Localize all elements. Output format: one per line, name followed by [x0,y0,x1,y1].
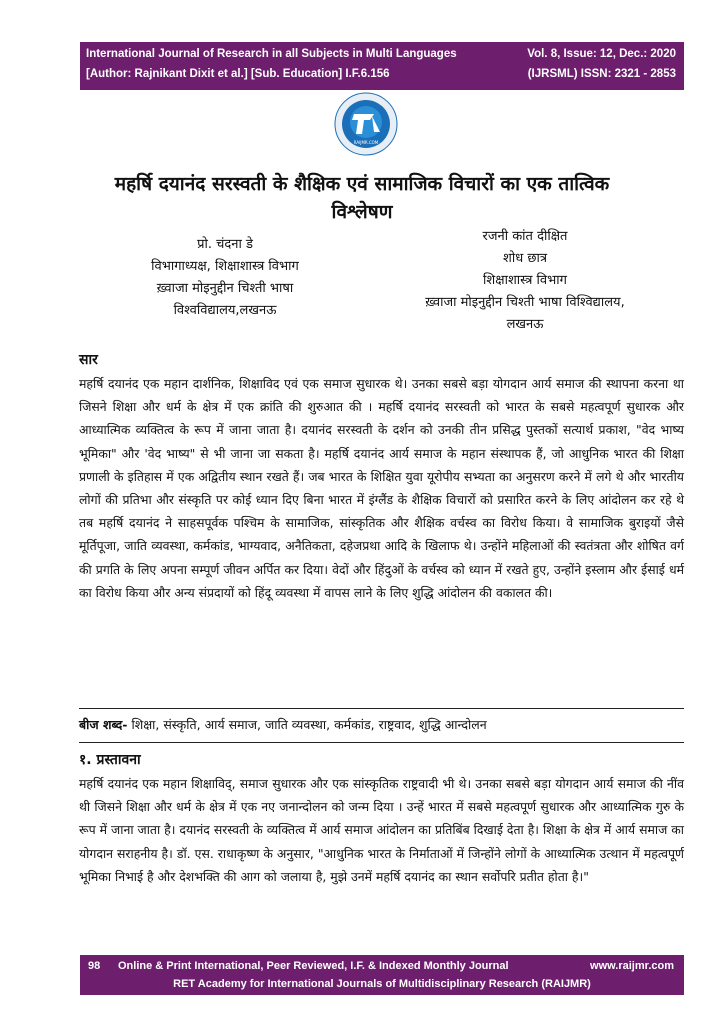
keywords-label: बीज शब्द- [79,717,128,732]
volume-info: Vol. 8, Issue: 12, Dec.: 2020 [527,48,676,60]
author-2-role: शोध छात्र [503,251,547,266]
author-2-affiliation: ख़्वाजा मोइनुद्दीन चिश्ती भाषा विश्विद्यालय, [425,295,625,310]
journal-footer-band [80,955,684,995]
author-1-affiliation-2: विश्वविद्यालय,लखनऊ [173,303,277,318]
author-1-name: प्रो. चंदना डे [197,237,253,252]
author-2-city: लखनऊ [506,317,544,332]
author-1-affiliation: ख़्वाजा मोइनुद्दीन चिश्ती भाषा [156,281,294,296]
divider [79,742,684,743]
keywords-text: शिक्षा, संस्कृति, आर्य समाज, जाति व्यवस्था, कर्मकांड, राष्ट्रवाद, शुद्धि आन्दोलन [127,717,487,732]
author-2-department: शिक्षाशास्त्र विभाग [483,273,567,288]
journal-url[interactable]: www.raijmr.com [590,960,674,972]
page-number: 98 [88,960,101,972]
author-1-role: विभागाध्यक्ष, शिक्षाशास्त्र विभाग [151,259,299,274]
journal-logo-icon [334,92,398,156]
footer-line-1: Online & Print International, Peer Reviewed, I.F. & Indexed Monthly Journal [118,960,509,972]
abstract-heading: सार [79,352,98,368]
journal-name: International Journal of Research in all Subjects in Multi Languages [86,48,457,60]
keywords [79,716,684,733]
author-line: [Author: Rajnikant Dixit et al.] [Sub. Education] I.F.6.156 [86,68,390,80]
author-1 [110,234,340,322]
issn-info: (IJRSML) ISSN: 2321 - 2853 [527,68,676,80]
author-2 [370,226,680,336]
divider [79,708,684,709]
footer-line-2: RET Academy for International Journals of Multidisciplinary Research (RAIJMR) [173,978,591,990]
logo-text: RAIJMR.COM [353,140,379,145]
author-2-name: रजनी कांत दीक्षित [482,229,568,244]
journal-header-band [80,42,684,90]
intro-heading: १. प्रस्तावना [79,752,141,768]
paper-title: महर्षि दयानंद सरस्वती के शैक्षिक एवं सामाजिक विचारों का एक तात्विक विश्लेषण [114,173,610,223]
abstract-text: महर्षि दयानंद एक महान दार्शनिक, शिक्षाविद एवं एक समाज सुधारक थे। उनका सबसे बड़ा योगदान आर्य समाज की स्थापना करना था जिसने शिक्षा और धर्म के क्षेत्र में एक क्रांति की शुरुआत की । महर्षि दयानंद सरस्वती को भारत के सबसे महत्वपूर्ण सुधारक और आध्यात्मिक व्यक्तित्व के रूप में जाना जाता है। दयानंद सरस्वती के दर्शन को उनकी तीन प्रसिद्ध पुस्तकों सत्यार्थ प्रकाश, "वेद भाष्य भूमिका" और 'वेद भाष्य" से भी जाना जा सकता है। महर्षि दयानंद आर्य समाज के महान संस्थापक हैं, जो आधुनिक भारत की शिक्षा प्रणाली के इतिहास में एक अद्वितीय स्थान रखते हैं। जब भारत के शिक्षित युवा यूरोपीय सभ्यता का अनुसरण करने में लगे थे और भारतीय लोगों की प्रतिभा और संस्कृति पर कोई ध्यान दिए बिना भारत में इंग्लैंड के शैक्षिक विचारों को प्रसारित करने के लिए आंदोलन कर रहे थे तब महर्षि दयानंद ने साहसपूर्वक पश्चिम के सामाजिक, सांस्कृतिक और शैक्षिक वर्चस्व का विरोध किया। वे सामाजिक बुराइयों जैसे मूर्तिपूजा, जाति व्यवस्था, कर्मकांड, भाग्यवाद, अनैतिकता, दहेजप्रथा आदि के खिलाफ थे। उन्होंने महिलाओं की स्वतंत्रता और शोषित वर्ग की प्रगति के लिए अपना सम्पूर्ण जीवन अर्पित कर दिया। वेदों और हिंदुओं के वर्चस्व को ध्यान में रखते हुए, उन्होंने इस्लाम और ईसाई धर्म का विरोध किया और अन्य संप्रदायों को हिंदू व्यवस्था में वापस लाने के लिए शुद्धि आंदोलन की वकालत की। [79,376,684,600]
intro-text: महर्षि दयानंद एक महान शिक्षाविद्, समाज सुधारक और एक सांस्कृतिक राष्ट्रवादी भी थे। उनका सबसे बड़ा योगदान आर्य समाज की नींव थी जिसने शिक्षा और धर्म के क्षेत्र में एक नए जनान्दोलन को जन्म दिया । उन्हें भारत में सबसे महत्वपूर्ण सुधारक और आध्यात्मिक गुरु के रूप में जाना जाता है। दयानंद सरस्वती के व्यक्तित्व में आर्य समाज आंदोलन का प्रतिबिंब दिखाई देता है। शिक्षा के क्षेत्र में आर्य समाज का योगदान सराहनीय है। डॉ. एस. राधाकृष्ण के अनुसार, "आधुनिक भारत के निर्माताओं में जिन्होंने लोगों के आध्यात्मिक उत्थान में महत्वपूर्ण भूमिका निभाई है और देशभक्ति की आग को जलाया है, मुझे उनमें महर्षि दयानंद का स्थान सर्वोपरि प्रतीत होता है।" [79,776,684,884]
